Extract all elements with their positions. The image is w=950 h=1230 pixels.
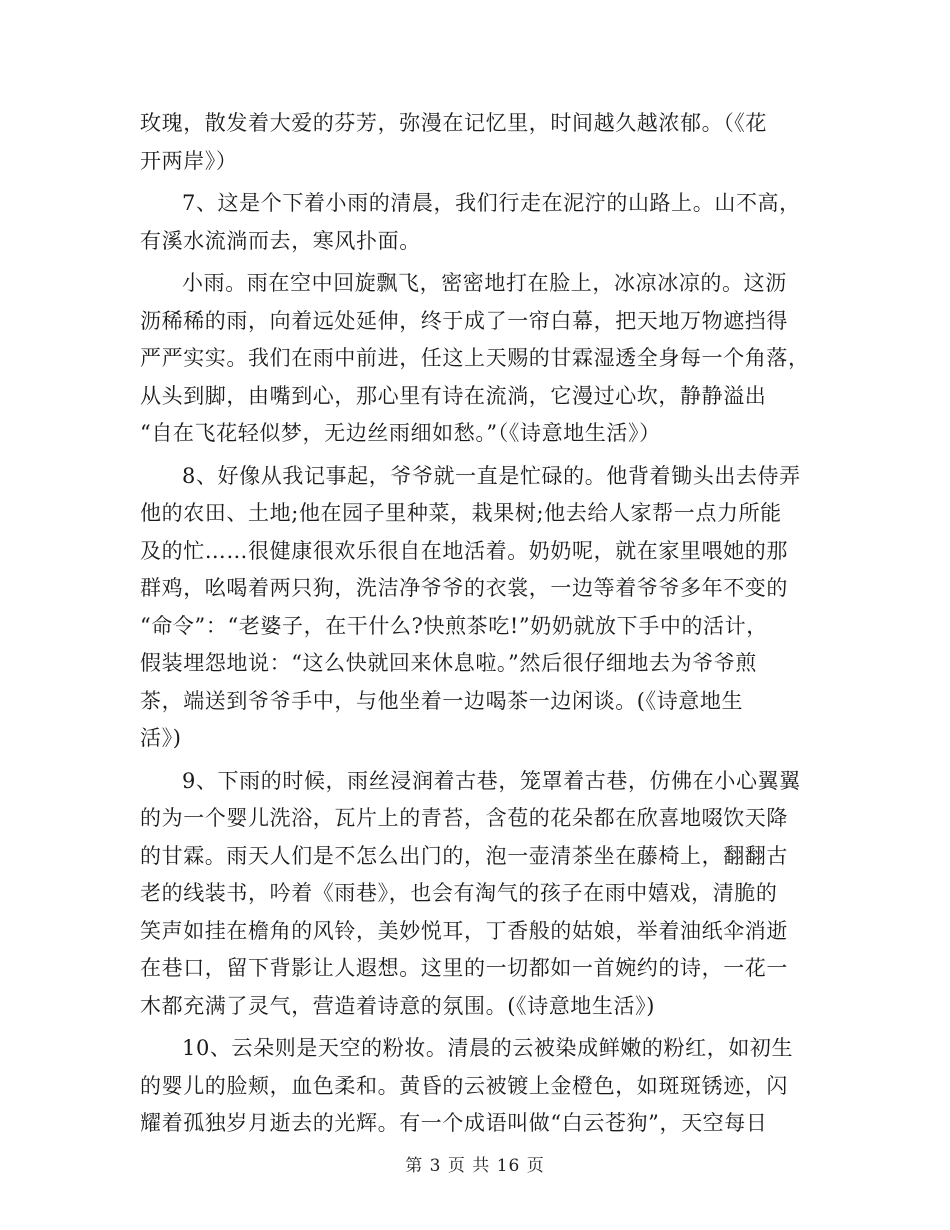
text-line: 的甘霖。雨天人们是不怎么出门的，泡一壶清茶坐在藤椅上，翻翻古 xyxy=(140,843,788,868)
text-line: 8、好像从我记事起，爷爷就一直是忙碌的。他背着锄头出去侍弄 xyxy=(182,463,801,488)
text-line: “自在飞花轻似梦，无边丝雨细如愁。”（《诗意地生活》） xyxy=(140,421,661,445)
text-line: 他的农田、土地;他在园子里种菜，栽果树;他去给人家帮一点力所能 xyxy=(140,501,782,525)
text-line: 10、云朵则是天空的粉妆。清晨的云被染成鲜嫩的粉红，如初生 xyxy=(182,1036,794,1060)
text-line: 的婴儿的脸颊，血色柔和。黄昏的云被镀上金橙色，如斑斑锈迹，闪 xyxy=(140,1073,788,1098)
text-line: 群鸡，吆喝着两只狗，洗洁净爷爷的衣裳，一边等着爷爷多年不变的 xyxy=(140,576,788,600)
text-line: 沥稀稀的雨，向着远处延伸，终于成了一帘白幕，把天地万物遮挡得 xyxy=(140,308,788,333)
text-line: 茶，端送到爷爷手中，与他坐着一边喝茶一边闲谈。(《诗意地生 xyxy=(140,688,744,713)
text-line: 从头到脚，由嘴到心，那心里有诗在流淌，它漫过心坎，静静溢出 xyxy=(140,383,767,408)
text-line: 的为一个婴儿洗浴，瓦片上的青苔，含苞的花朵都在欣喜地啜饮天降 xyxy=(140,806,788,830)
text-line: 活》) xyxy=(140,726,182,750)
paragraph xyxy=(140,185,812,260)
text-line: 玫瑰，散发着大爱的芬芳，弥漫在记忆里，时间越久越浓郁。（《花 xyxy=(140,111,767,135)
paragraph xyxy=(140,458,812,758)
text-line: 7、这是个下着小雨的清晨，我们行走在泥泞的山路上。山不高， xyxy=(182,191,801,215)
paragraph xyxy=(140,105,812,180)
text-line: 耀着孤独岁月逝去的光辉。有一个成语叫做“白云苍狗”，天空每日 xyxy=(140,1111,768,1135)
page-number-footer: 第 3 页 共 16 页 xyxy=(405,1156,545,1176)
text-line: 老的线装书，吟着《雨巷》，也会有淘气的孩子在雨中嬉戏，清脆的 xyxy=(140,881,778,905)
text-line: 假装埋怨地说：“这么快就回来休息啦。”然后很仔细地去为爷爷煎 xyxy=(140,651,757,675)
paragraph xyxy=(140,1030,812,1143)
text-line: 小雨。雨在空中回旋飘飞，密密地打在脸上，冰凉冰凉的。这沥 xyxy=(182,271,787,295)
text-line: 笑声如挂在檐角的风铃，美妙悦耳，丁香般的姑娘，举着油纸伞消逝 xyxy=(140,918,788,943)
paragraph xyxy=(140,763,812,1026)
text-line: 9、下雨的时候，雨丝浸润着古巷，笼罩着古巷，仿佛在小心翼翼 xyxy=(182,768,801,793)
text-line: 严严实实。我们在雨中前进，任这上天赐的甘霖湿透全身每一个角落， xyxy=(140,346,810,370)
text-line: 木都充满了灵气，营造着诗意的氛围。(《诗意地生活》) xyxy=(140,993,655,1018)
text-line: 开两岸》） xyxy=(140,148,238,173)
paragraph xyxy=(140,265,812,453)
document-body xyxy=(140,105,812,1143)
text-line: 及的忙……很健康很欢乐很自在地活着。奶奶呢，就在家里喂她的那 xyxy=(140,538,788,563)
text-line: “命令”：“老婆子，在干什么?快煎茶吃!”奶奶就放下手中的活计， xyxy=(140,613,768,638)
text-line: 在巷口，留下背影让人遐想。这里的一切都如一首婉约的诗，一花一 xyxy=(140,956,788,980)
text-line: 有溪水流淌而去，寒风扑面。 xyxy=(140,228,421,253)
